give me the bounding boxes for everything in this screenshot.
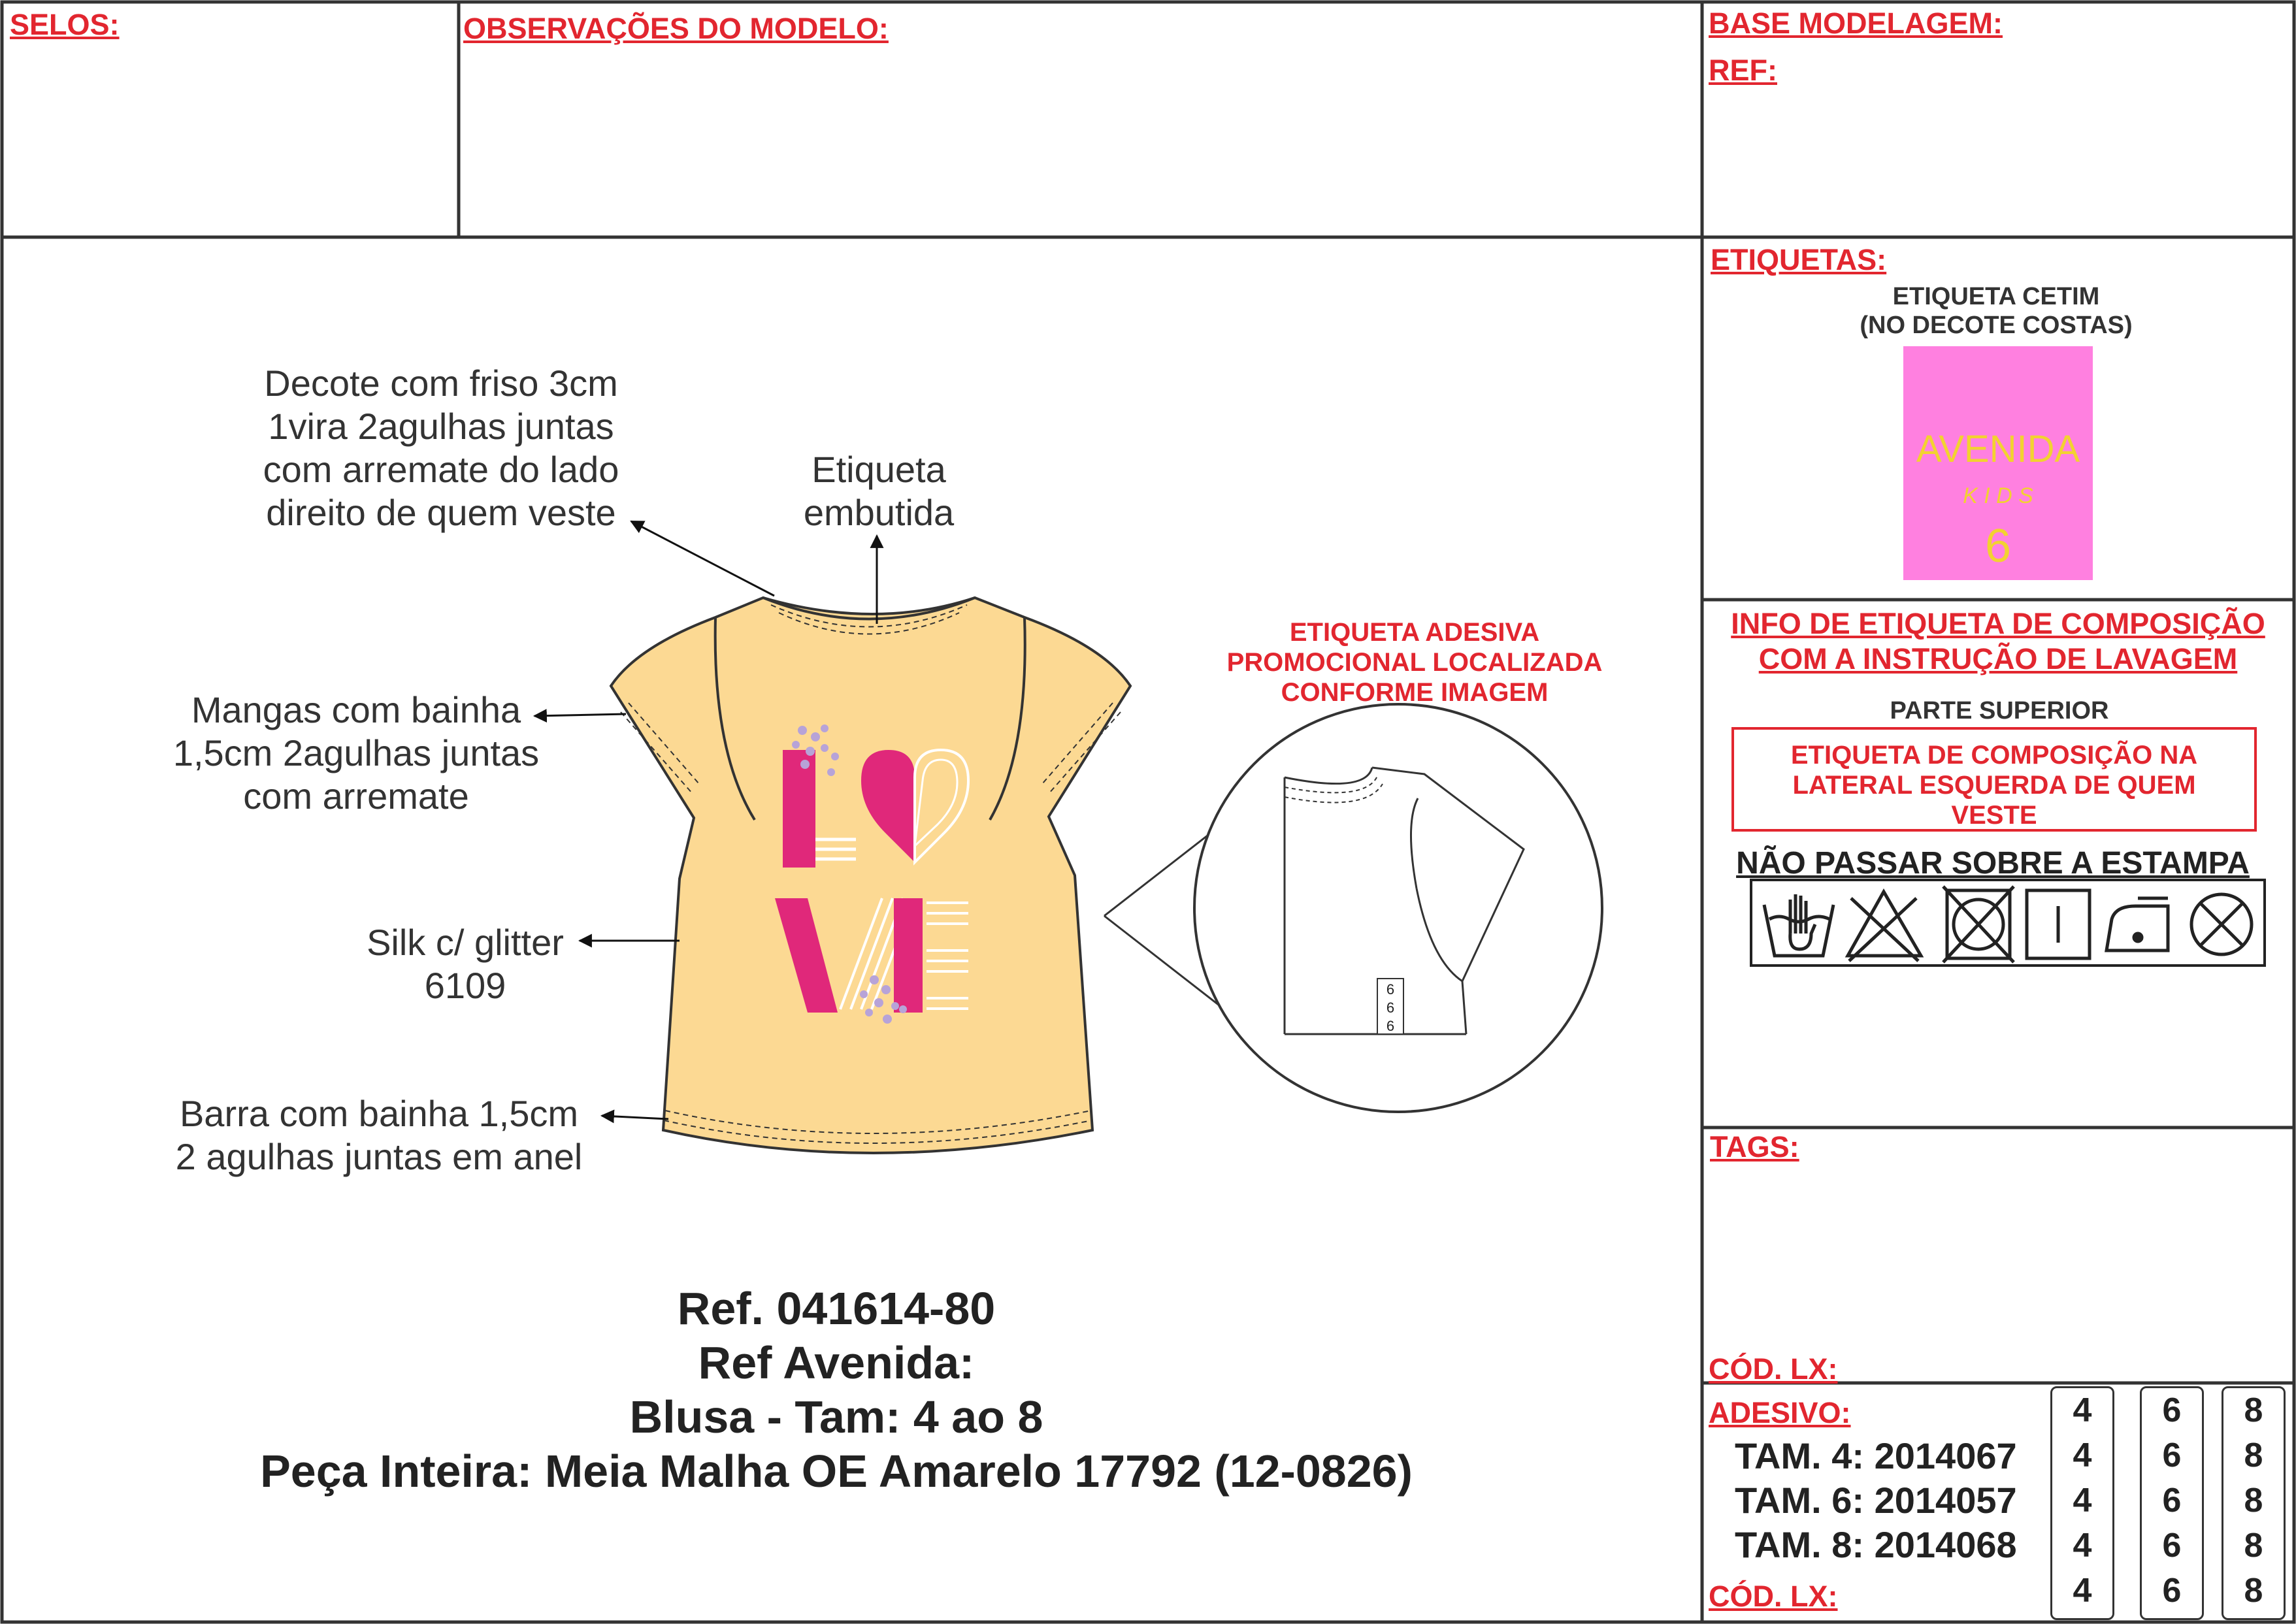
size-cell: 8 xyxy=(2244,1482,2263,1519)
composicao-title-line2: COM A INSTRUÇÃO DE LAVAGEM xyxy=(1758,642,2238,675)
size-cell: 6 xyxy=(2162,1482,2182,1519)
product-info xyxy=(118,1282,1555,1499)
note-line: Decote com friso 3cm xyxy=(264,363,618,404)
size-cell: 4 xyxy=(2073,1391,2092,1429)
size-cell: 6 xyxy=(2162,1527,2182,1565)
note-line: com arremate xyxy=(243,775,469,817)
size-code-list xyxy=(1735,1434,2017,1567)
note-line: 1vira 2agulhas juntas xyxy=(268,406,614,447)
size-cell: 6 xyxy=(2162,1437,2182,1474)
note-line: PROMOCIONAL LOCALIZADA xyxy=(1226,648,1603,677)
size-code-6: TAM. 6: 2014057 xyxy=(1735,1480,2017,1521)
detail-tag-size: 6 xyxy=(1386,999,1395,1016)
composicao-title xyxy=(1704,606,2292,677)
size-cell: 8 xyxy=(2244,1391,2263,1429)
base-modelagem-label: BASE MODELAGEM: xyxy=(1709,7,2003,40)
product-peca: Peça Inteira: Meia Malha OE Amarelo 17792 (12-0826) xyxy=(260,1446,1413,1497)
note-line: CONFORME IMAGEM xyxy=(1281,678,1549,707)
cod-lx-label-2: CÓD. LX: xyxy=(1709,1580,1838,1613)
brand-size: 6 xyxy=(1984,520,2012,572)
note-line: Etiqueta xyxy=(812,449,946,490)
note-line: 6109 xyxy=(424,965,506,1006)
note-line: direito de quem veste xyxy=(266,492,616,533)
size-cell: 6 xyxy=(2162,1391,2182,1429)
nao-passar-warning: NÃO PASSAR SOBRE A ESTAMPA xyxy=(1736,846,2250,881)
size-cell: 6 xyxy=(2162,1572,2182,1610)
observacoes-label: OBSERVAÇÕES DO MODELO: xyxy=(463,12,889,45)
composicao-box xyxy=(1731,727,2257,832)
cod-lx-label-1: CÓD. LX: xyxy=(1709,1352,1838,1386)
size-code-4: TAM. 4: 2014067 xyxy=(1735,1435,2017,1476)
brand-name: AVENIDA xyxy=(1916,428,2080,470)
hand-wash-icon xyxy=(1764,894,1833,956)
size-code-8: TAM. 8: 2014068 xyxy=(1735,1524,2017,1565)
parte-superior-text: PARTE SUPERIOR xyxy=(1890,697,2109,724)
note-line: ETIQUETA ADESIVA xyxy=(1289,618,1540,647)
note-line: com arremate do lado xyxy=(263,449,619,490)
etiqueta-cetim-line2: (NO DECOTE COSTAS) xyxy=(1860,312,2133,339)
care-symbols xyxy=(1750,879,2266,967)
note-line: Mangas com bainha xyxy=(191,689,521,730)
note-line: 1,5cm 2agulhas juntas xyxy=(172,732,540,773)
note-line: embutida xyxy=(803,492,955,533)
etiqueta-cetim-line1: ETIQUETA CETIM xyxy=(1892,283,2100,310)
etiqueta-cetim-text xyxy=(1803,282,2189,340)
note-line: Barra com bainha 1,5cm xyxy=(179,1093,579,1134)
etiqueta-embutida-note xyxy=(764,448,993,534)
composicao-box-line3: VESTE xyxy=(1951,801,2037,830)
composicao-title-line1: INFO DE ETIQUETA DE COMPOSIÇÃO xyxy=(1731,607,2265,640)
size-cell: 4 xyxy=(2073,1572,2092,1610)
detail-tag-size: 6 xyxy=(1386,981,1395,998)
selos-label: SELOS: xyxy=(10,8,120,41)
size-cell: 4 xyxy=(2073,1437,2092,1474)
silk-note xyxy=(335,921,596,1007)
detail-magnifier xyxy=(1104,704,1602,1112)
ref-label: REF: xyxy=(1709,54,1777,87)
detail-tag-size: 6 xyxy=(1386,1018,1395,1034)
size-column-6 xyxy=(2140,1386,2204,1620)
etiqueta-adesiva-note xyxy=(1176,617,1653,707)
composicao-box-line1: ETIQUETA DE COMPOSIÇÃO NA xyxy=(1790,741,2198,770)
size-cell: 8 xyxy=(2244,1527,2263,1565)
composicao-box-line2: LATERAL ESQUERDA DE QUEM xyxy=(1792,771,2196,800)
size-cell: 4 xyxy=(2073,1527,2092,1565)
no-tumble-dry-icon xyxy=(1943,886,2014,962)
decote-note xyxy=(222,362,660,534)
size-column-4 xyxy=(2050,1386,2114,1620)
line-dry-icon xyxy=(2027,890,2090,958)
size-cell: 8 xyxy=(2244,1437,2263,1474)
no-dry-clean-icon xyxy=(2191,894,2252,954)
product-blusa: Blusa - Tam: 4 ao 8 xyxy=(629,1391,1043,1442)
brand-label-swatch xyxy=(1903,346,2093,580)
note-line: 2 agulhas juntas em anel xyxy=(175,1136,583,1177)
product-ref: Ref. 041614-80 xyxy=(677,1283,996,1334)
adesivo-label: ADESIVO: xyxy=(1709,1396,1851,1429)
no-bleach-icon xyxy=(1848,892,1921,961)
note-line: Silk c/ glitter xyxy=(367,922,564,963)
tags-label: TAGS: xyxy=(1710,1130,1799,1163)
size-cell: 8 xyxy=(2244,1572,2263,1610)
brand-sub: K I D S xyxy=(1963,483,2033,508)
size-column-8 xyxy=(2222,1386,2286,1620)
iron-low-icon xyxy=(2107,898,2168,950)
product-ref-avenida: Ref Avenida: xyxy=(698,1337,975,1388)
barra-note xyxy=(144,1092,614,1178)
size-cell: 4 xyxy=(2073,1482,2092,1519)
etiquetas-label: ETIQUETAS: xyxy=(1711,243,1887,276)
mangas-note xyxy=(137,689,575,818)
tshirt-front xyxy=(611,598,1130,1153)
